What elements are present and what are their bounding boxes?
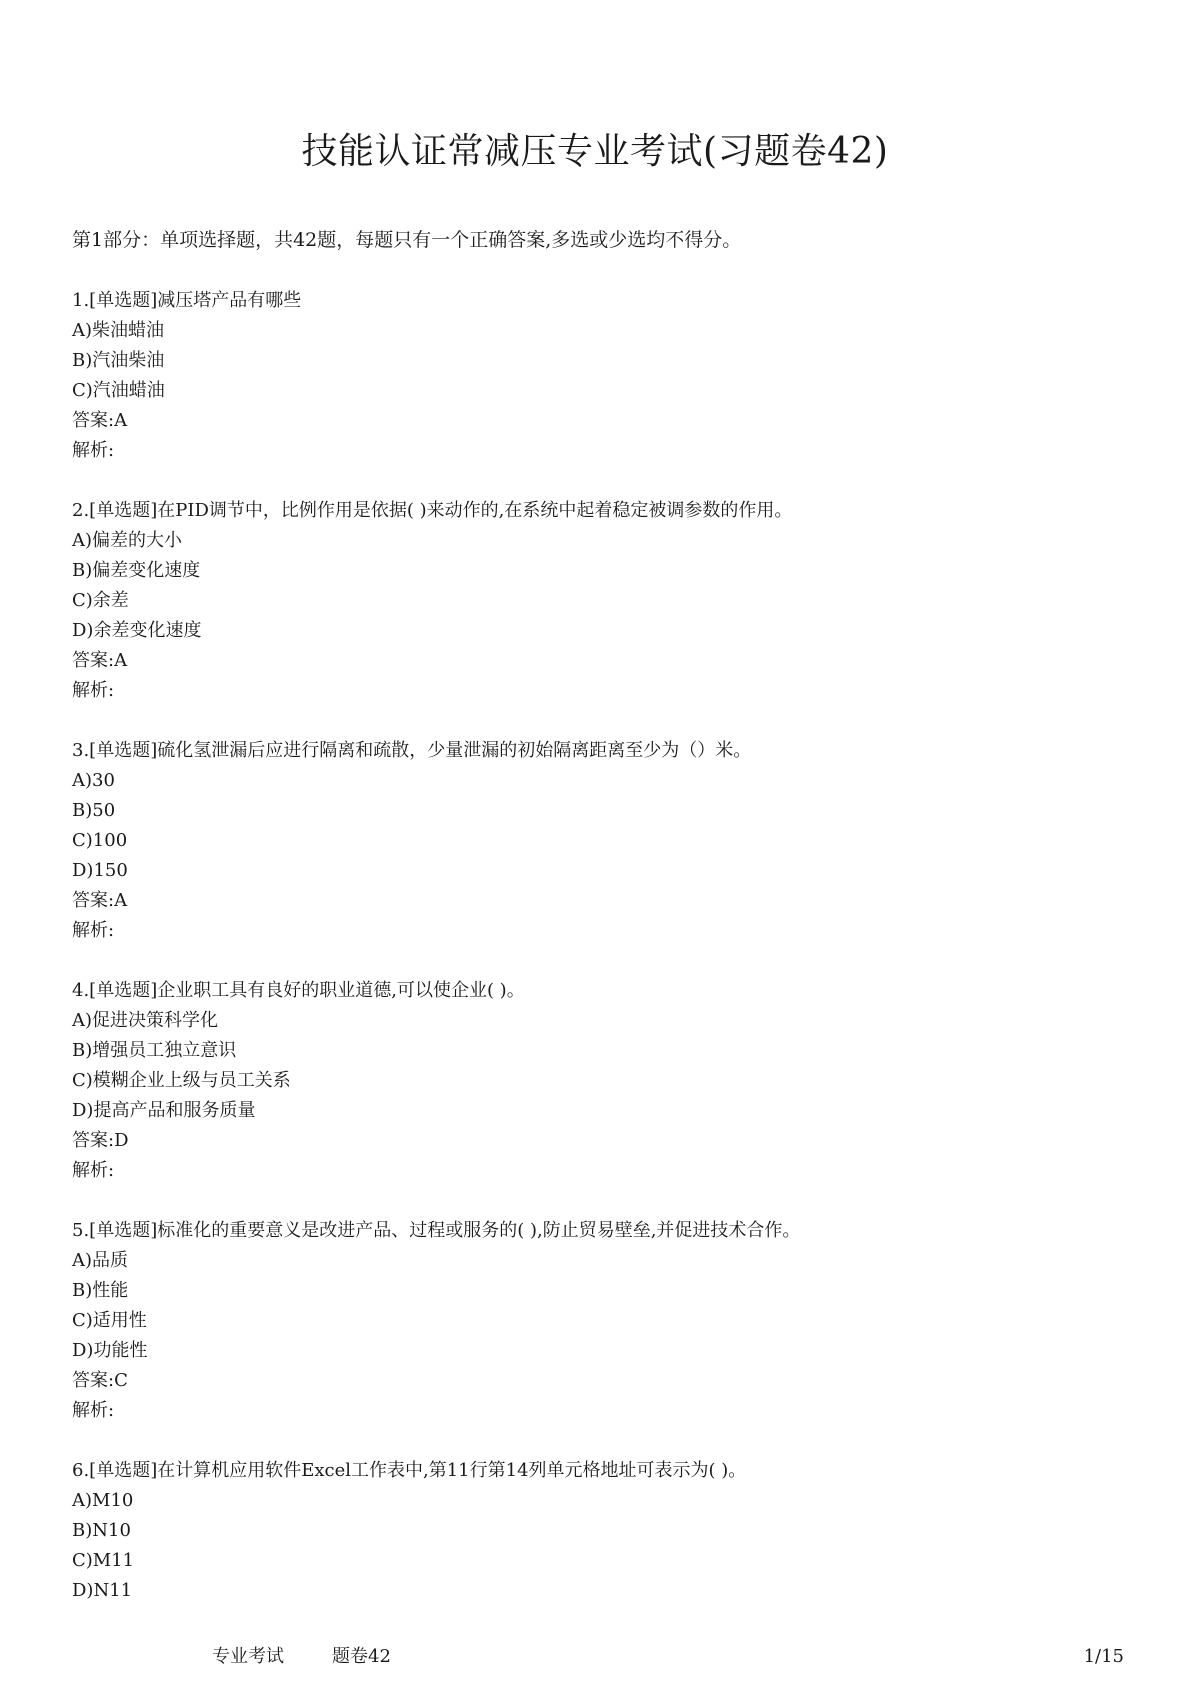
option-a: A)M10	[72, 1490, 134, 1511]
question-stem: 1.[单选题]减压塔产品有哪些	[72, 290, 302, 311]
question-4	[72, 976, 1132, 1186]
question-list	[72, 286, 1132, 1636]
answer-line: 答案:D	[72, 1130, 129, 1151]
analysis-line: 解析:	[72, 1160, 115, 1181]
page-footer	[0, 1642, 1190, 1672]
page-title: 技能认证常减压专业考试(习题卷42)	[301, 131, 889, 172]
option-b: B)偏差变化速度	[72, 560, 201, 581]
option-d: D)功能性	[72, 1340, 148, 1361]
option-a: A)品质	[72, 1250, 129, 1271]
answer-line: 答案:A	[72, 410, 128, 431]
option-a: A)促进决策科学化	[72, 1010, 219, 1031]
option-b: B)N10	[72, 1520, 131, 1541]
footer-exam-label: 专业考试	[212, 1646, 284, 1667]
question-6	[72, 1456, 1132, 1606]
option-c: C)适用性	[72, 1310, 147, 1331]
analysis-line: 解析:	[72, 920, 115, 941]
question-stem: 2.[单选题]在PID调节中，比例作用是依据( )来动作的,在系统中起着稳定被调参数的作用。	[72, 500, 793, 521]
option-a: A)偏差的大小	[72, 530, 183, 551]
option-d: D)余差变化速度	[72, 620, 202, 641]
footer-paper-label: 题卷42	[332, 1646, 391, 1667]
option-c: C)模糊企业上级与员工关系	[72, 1070, 291, 1091]
question-stem: 6.[单选题]在计算机应用软件Excel工作表中,第11行第14列单元格地址可表示为( )。	[72, 1460, 747, 1481]
option-b: B)50	[72, 800, 116, 821]
question-stem: 5.[单选题]标准化的重要意义是改进产品、过程或服务的( ),防止贸易壁垒,并促进技术合作。	[72, 1220, 801, 1241]
question-5	[72, 1216, 1132, 1426]
answer-line: 答案:A	[72, 650, 128, 671]
option-c: C)余差	[72, 590, 129, 611]
option-b: B)性能	[72, 1280, 129, 1301]
option-d: D)提高产品和服务质量	[72, 1100, 256, 1121]
question-3	[72, 736, 1132, 946]
analysis-line: 解析:	[72, 1400, 115, 1421]
answer-line: 答案:C	[72, 1370, 128, 1391]
option-a: A)30	[72, 770, 115, 791]
option-c: C)汽油蜡油	[72, 380, 165, 401]
analysis-line: 解析:	[72, 680, 115, 701]
option-a: A)柴油蜡油	[72, 320, 165, 341]
answer-line: 答案:A	[72, 890, 128, 911]
option-d: D)N11	[72, 1580, 133, 1601]
question-stem: 4.[单选题]企业职工具有良好的职业道德,可以使企业( )。	[72, 980, 525, 1001]
question-2	[72, 496, 1132, 706]
question-1	[72, 286, 1132, 466]
section-intro: 第1部分：单项选择题，共42题，每题只有一个正确答案,多选或少选均不得分。	[72, 229, 742, 251]
analysis-line: 解析:	[72, 440, 115, 461]
option-c: C)100	[72, 830, 128, 851]
question-stem: 3.[单选题]硫化氢泄漏后应进行隔离和疏散，少量泄漏的初始隔离距离至少为（）米。	[72, 740, 752, 761]
option-c: C)M11	[72, 1550, 135, 1571]
option-b: B)增强员工独立意识	[72, 1040, 237, 1061]
page-number: 1/15	[1083, 1646, 1124, 1667]
option-b: B)汽油柴油	[72, 350, 165, 371]
option-d: D)150	[72, 860, 128, 881]
